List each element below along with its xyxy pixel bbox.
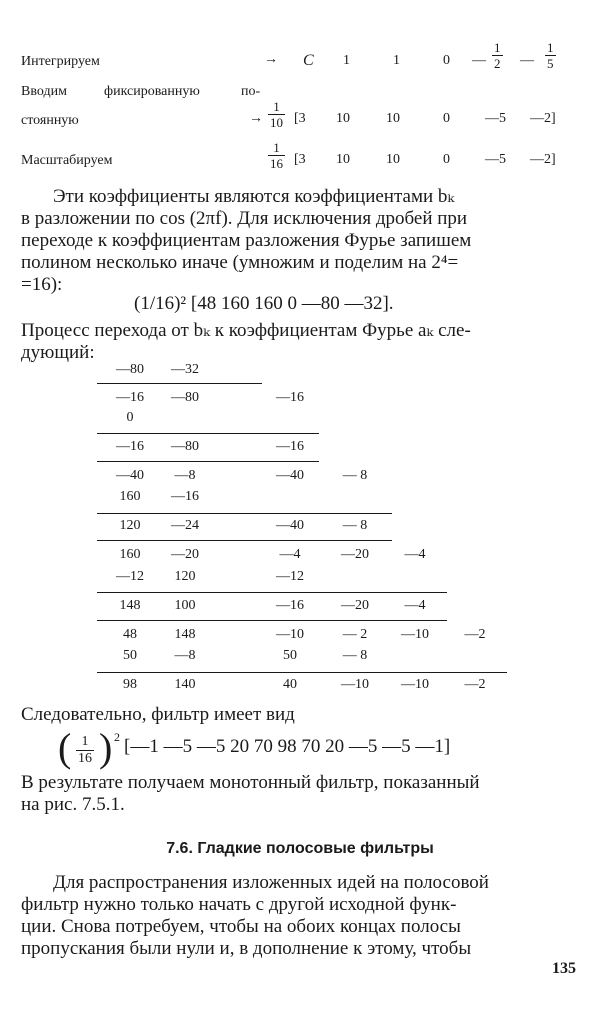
integrate-fraction-1 [492, 40, 503, 71]
rule-line [97, 461, 319, 462]
scheme-cell: —16 [116, 390, 144, 405]
scheme-cell: —80 [171, 439, 199, 454]
paragraph-line: фильтр нужно только начать с другой исходной функ- [21, 894, 457, 915]
paragraph-line: Для распространения изложенных идей на полосовой [53, 872, 489, 893]
integrate-fraction-2 [545, 40, 556, 71]
scale-value: 0 [443, 152, 450, 167]
fixed-fraction [268, 99, 285, 130]
fraction-denominator: 10 [270, 115, 283, 130]
scheme-cell: —4 [404, 598, 426, 613]
scheme-cell: —16 [276, 390, 304, 405]
scheme-cell: 120 [174, 569, 196, 584]
scheme-cell: —20 [341, 598, 369, 613]
scheme-cell: —10 [401, 627, 429, 642]
fixed-label-word: по- [241, 84, 261, 99]
fixed-label-word: Вводим [21, 84, 67, 99]
integrate-value: 1 [393, 53, 400, 68]
fixed-label-word: фиксированную [104, 84, 200, 99]
scale-value: 10 [336, 152, 350, 167]
scheme-cell: —24 [171, 518, 199, 533]
scheme-cell: 140 [174, 677, 196, 692]
rule-line [97, 620, 447, 621]
fraction-numerator: 1 [273, 140, 280, 155]
scheme-cell: 148 [119, 598, 141, 613]
rule-line [97, 672, 507, 673]
fraction-numerator: 1 [494, 40, 501, 55]
paragraph-5 [21, 872, 573, 960]
integrate-value: 1 [343, 53, 350, 68]
rule-line [97, 540, 392, 541]
fixed-value: [3 [294, 111, 306, 126]
scheme-cell: — 2 [342, 627, 368, 642]
paragraph-line: на рис. 7.5.1. [21, 794, 125, 815]
scheme-cell: —20 [341, 547, 369, 562]
scheme-cell: 100 [174, 598, 196, 613]
scheme-cell: —10 [401, 677, 429, 692]
scheme-cell: —2 [464, 627, 486, 642]
scale-value: —5 [485, 152, 506, 167]
scheme-cell: —8 [174, 648, 196, 663]
rule-line [97, 592, 447, 593]
integrate-label: Интегрируем [21, 54, 100, 69]
frac-sign: — [520, 53, 534, 68]
scale-value: —2] [530, 152, 556, 167]
fraction-numerator: 1 [273, 99, 280, 114]
paragraph-3: Следовательно, фильтр имеет вид [21, 704, 295, 725]
formula-1: (1/16)² [48 160 160 0 —80 —32]. [134, 293, 394, 314]
scale-label: Масштабируем [21, 153, 113, 168]
scheme-cell: 160 [119, 547, 141, 562]
integrate-value: 0 [443, 53, 450, 68]
scheme-cell: 120 [119, 518, 141, 533]
fraction-numerator: 1 [547, 40, 554, 55]
fixed-value: 10 [386, 111, 400, 126]
scheme-cell: —16 [276, 439, 304, 454]
paragraph-line: полином несколько иначе (умножим и поделим на 2⁴= [21, 252, 459, 273]
integrate-value: C [303, 52, 314, 69]
scheme-cell: — 8 [342, 518, 368, 533]
fraction-numerator: 1 [81, 734, 89, 749]
scheme-cell: —2 [464, 677, 486, 692]
scheme-cell: 40 [283, 677, 297, 692]
page-number: 135 [552, 960, 576, 977]
scheme-cell: 48 [123, 627, 137, 642]
scheme-cell: — 8 [342, 648, 368, 663]
paragraph-line: =16): [21, 274, 63, 295]
arrow: → [249, 111, 263, 126]
paragraph-4 [21, 772, 573, 816]
fixed-value: 10 [336, 111, 350, 126]
paragraph-2 [21, 320, 573, 364]
scheme-cell: —40 [276, 468, 304, 483]
scheme-cell: 160 [119, 489, 141, 504]
paragraph-line: дующий: [21, 342, 95, 363]
scheme-cell: —40 [116, 468, 144, 483]
paragraph-line: пропускания были нули и, в дополнение к этому, чтобы [21, 938, 472, 959]
left-paren: ( [58, 725, 72, 770]
fraction-denominator: 5 [547, 56, 554, 71]
formula-2-power: 2 [114, 730, 120, 744]
section-heading: 7.6. Гладкие полосовые фильтры [166, 840, 434, 857]
scheme-cell: —16 [276, 598, 304, 613]
scheme-cell: —10 [276, 627, 304, 642]
fraction-denominator: 16 [270, 156, 283, 171]
scheme-cell: 50 [283, 648, 297, 663]
formula-2-body: [—1 —5 —5 20 70 98 70 20 —5 —5 —1] [124, 736, 451, 757]
paragraph-line: в разложении по cos (2πf). Для исключения дробей при [21, 208, 468, 229]
formula-2-fraction [76, 734, 94, 767]
fixed-value: —5 [485, 111, 506, 126]
scheme-cell: 98 [123, 677, 137, 692]
scheme-cell: 148 [174, 627, 196, 642]
paragraph-1 [21, 186, 573, 296]
paragraph-line: Процесс перехода от bₖ к коэффициентам Фурье aₖ сле- [21, 320, 471, 341]
scheme-cell: —40 [276, 518, 304, 533]
paragraph-line: ции. Снова потребуем, чтобы на обоих концах полосы [21, 916, 461, 937]
scale-fraction [268, 140, 285, 171]
paragraph-line: В результате получаем монотонный фильтр, показанный [21, 772, 480, 793]
right-paren: ) [99, 725, 113, 770]
scheme-cell: —80 [116, 362, 144, 377]
scheme-cell: —32 [171, 362, 199, 377]
scheme-cell: — 8 [342, 468, 368, 483]
scheme-cell: —80 [171, 390, 199, 405]
scheme-cell: —12 [116, 569, 144, 584]
rule-line [97, 513, 392, 514]
fraction-denominator: 16 [78, 751, 92, 766]
fraction-denominator: 2 [494, 56, 501, 71]
scale-value: 10 [386, 152, 400, 167]
fixed-value: —2] [530, 111, 556, 126]
scheme-cell: 50 [123, 648, 137, 663]
fixed-label-word: стоянную [21, 113, 79, 128]
arrow: → [264, 52, 278, 67]
scheme-cell: —8 [174, 468, 196, 483]
scheme-cell: —10 [341, 677, 369, 692]
scheme-cell: —12 [276, 569, 304, 584]
fixed-value: 0 [443, 111, 450, 126]
rule-line [97, 433, 319, 434]
paragraph-line: Эти коэффициенты являются коэффициентами bₖ [53, 186, 455, 207]
scheme-cell: —16 [116, 439, 144, 454]
frac-sign: — [472, 53, 486, 68]
scheme-cell: 0 [126, 410, 134, 425]
paragraph-line: переходе к коэффициентам разложения Фурье запишем [21, 230, 472, 251]
scheme-cell: —16 [171, 489, 199, 504]
scheme-cell: —4 [279, 547, 301, 562]
scheme-cell: —4 [404, 547, 426, 562]
rule-line [97, 383, 262, 384]
scale-value: [3 [294, 152, 306, 167]
scheme-cell: —20 [171, 547, 199, 562]
